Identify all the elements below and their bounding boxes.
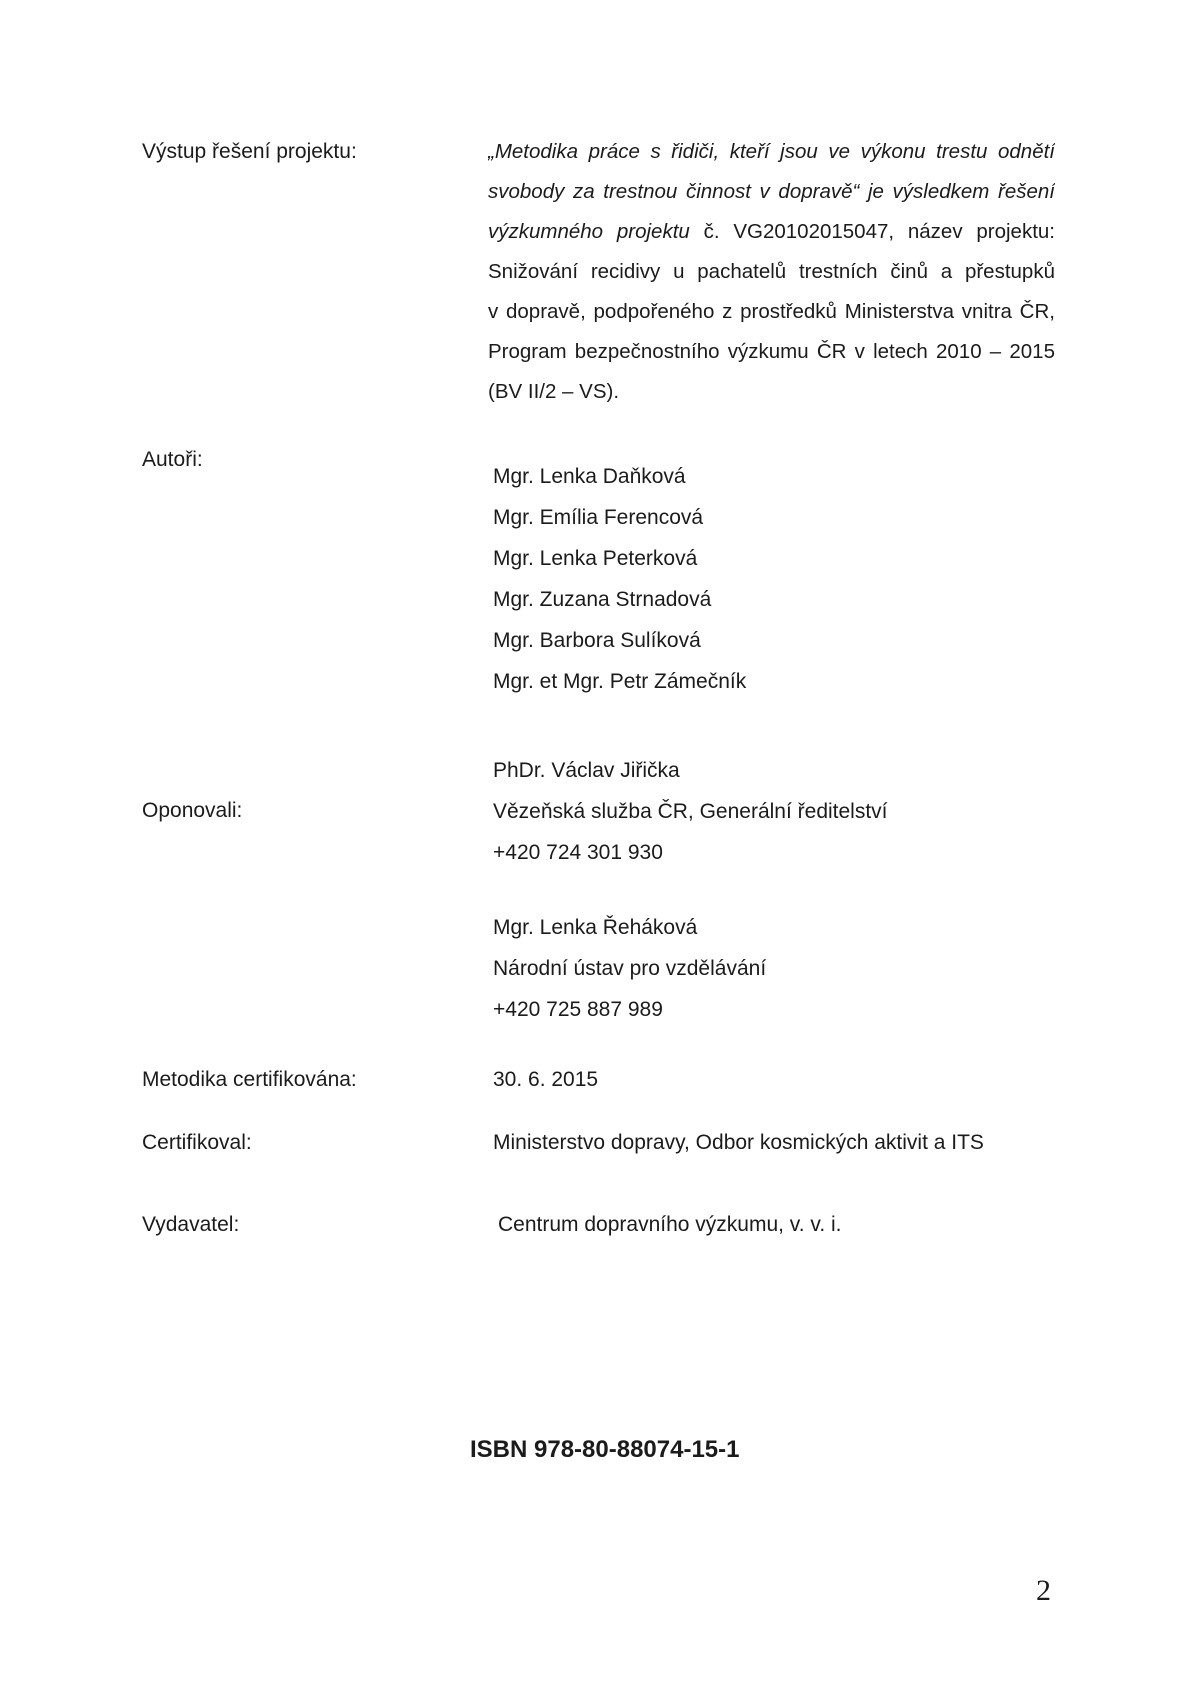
paragraph-regular-segment: Program bezpečnostního výzkumu ČR v letech 2010 – 2015: [488, 340, 1055, 363]
paragraph-italic-segment: výzkumného projektu: [488, 220, 690, 243]
reviewer-block-2: [493, 907, 766, 1030]
reviewer-organization: Vězeňská služba ČR, Generální ředitelství: [493, 800, 888, 823]
author-name: Mgr. Emília Ferencová: [493, 506, 704, 529]
author-name: Mgr. Lenka Peterková: [493, 547, 698, 570]
paragraph-italic-segment: svobody za trestnou činnost v dopravě“ je výsledkem řešení: [488, 180, 1055, 203]
reviewers-label: Oponovali:: [142, 799, 243, 822]
authors-list: [493, 456, 746, 702]
author-name: Mgr. Lenka Daňková: [493, 465, 686, 488]
paragraph-line: [488, 332, 1055, 372]
paragraph-regular-segment: Snižování recidivy u pachatelů trestních činů a přestupků: [488, 260, 1055, 283]
author-name: Mgr. Zuzana Strnadová: [493, 588, 712, 611]
paragraph-regular-segment: v dopravě, podpořeného z prostředků Ministerstva vnitra ČR,: [488, 300, 1055, 323]
paragraph-line: [488, 292, 1055, 332]
paragraph-line: [488, 212, 1055, 252]
reviewer-phone: +420 725 887 989: [493, 998, 663, 1021]
reviewer-block-1: [493, 750, 888, 873]
paragraph-italic-segment: „Metodika práce s řidiči, kteří jsou ve výkonu trestu odnětí: [488, 140, 1055, 163]
reviewer-name: PhDr. Václav Jiřička: [493, 759, 680, 782]
reviewer-organization: Národní ústav pro vzdělávání: [493, 957, 767, 980]
certifier-label: Certifikoval:: [142, 1131, 252, 1154]
publisher-value: Centrum dopravního výzkumu, v. v. i.: [498, 1213, 842, 1236]
author-name: Mgr. Barbora Sulíková: [493, 629, 701, 652]
isbn: ISBN 978-80-88074-15-1: [470, 1436, 740, 1463]
project-output-paragraph: [488, 132, 1055, 412]
reviewer-name: Mgr. Lenka Řeháková: [493, 916, 698, 939]
publisher-label: Vydavatel:: [142, 1213, 240, 1236]
authors-label: Autoři:: [142, 448, 203, 471]
project-output-label: Výstup řešení projektu:: [142, 140, 357, 163]
reviewer-phone: +420 724 301 930: [493, 841, 663, 864]
paragraph-line: [488, 252, 1055, 292]
paragraph-line: [488, 132, 1055, 172]
paragraph-line: [488, 172, 1055, 212]
certifier-value: Ministerstvo dopravy, Odbor kosmických aktivit a ITS: [493, 1131, 984, 1154]
page-number: 2: [1036, 1574, 1051, 1607]
certification-date-value: 30. 6. 2015: [493, 1068, 599, 1091]
paragraph-line: [488, 372, 1055, 412]
paragraph-regular-segment: (BV II/2 – VS).: [488, 380, 620, 403]
certification-date-label: Metodika certifikována:: [142, 1068, 357, 1091]
author-name: Mgr. et Mgr. Petr Zámečník: [493, 670, 747, 693]
paragraph-regular-segment: č. VG20102015047, název projektu:: [689, 220, 1055, 243]
